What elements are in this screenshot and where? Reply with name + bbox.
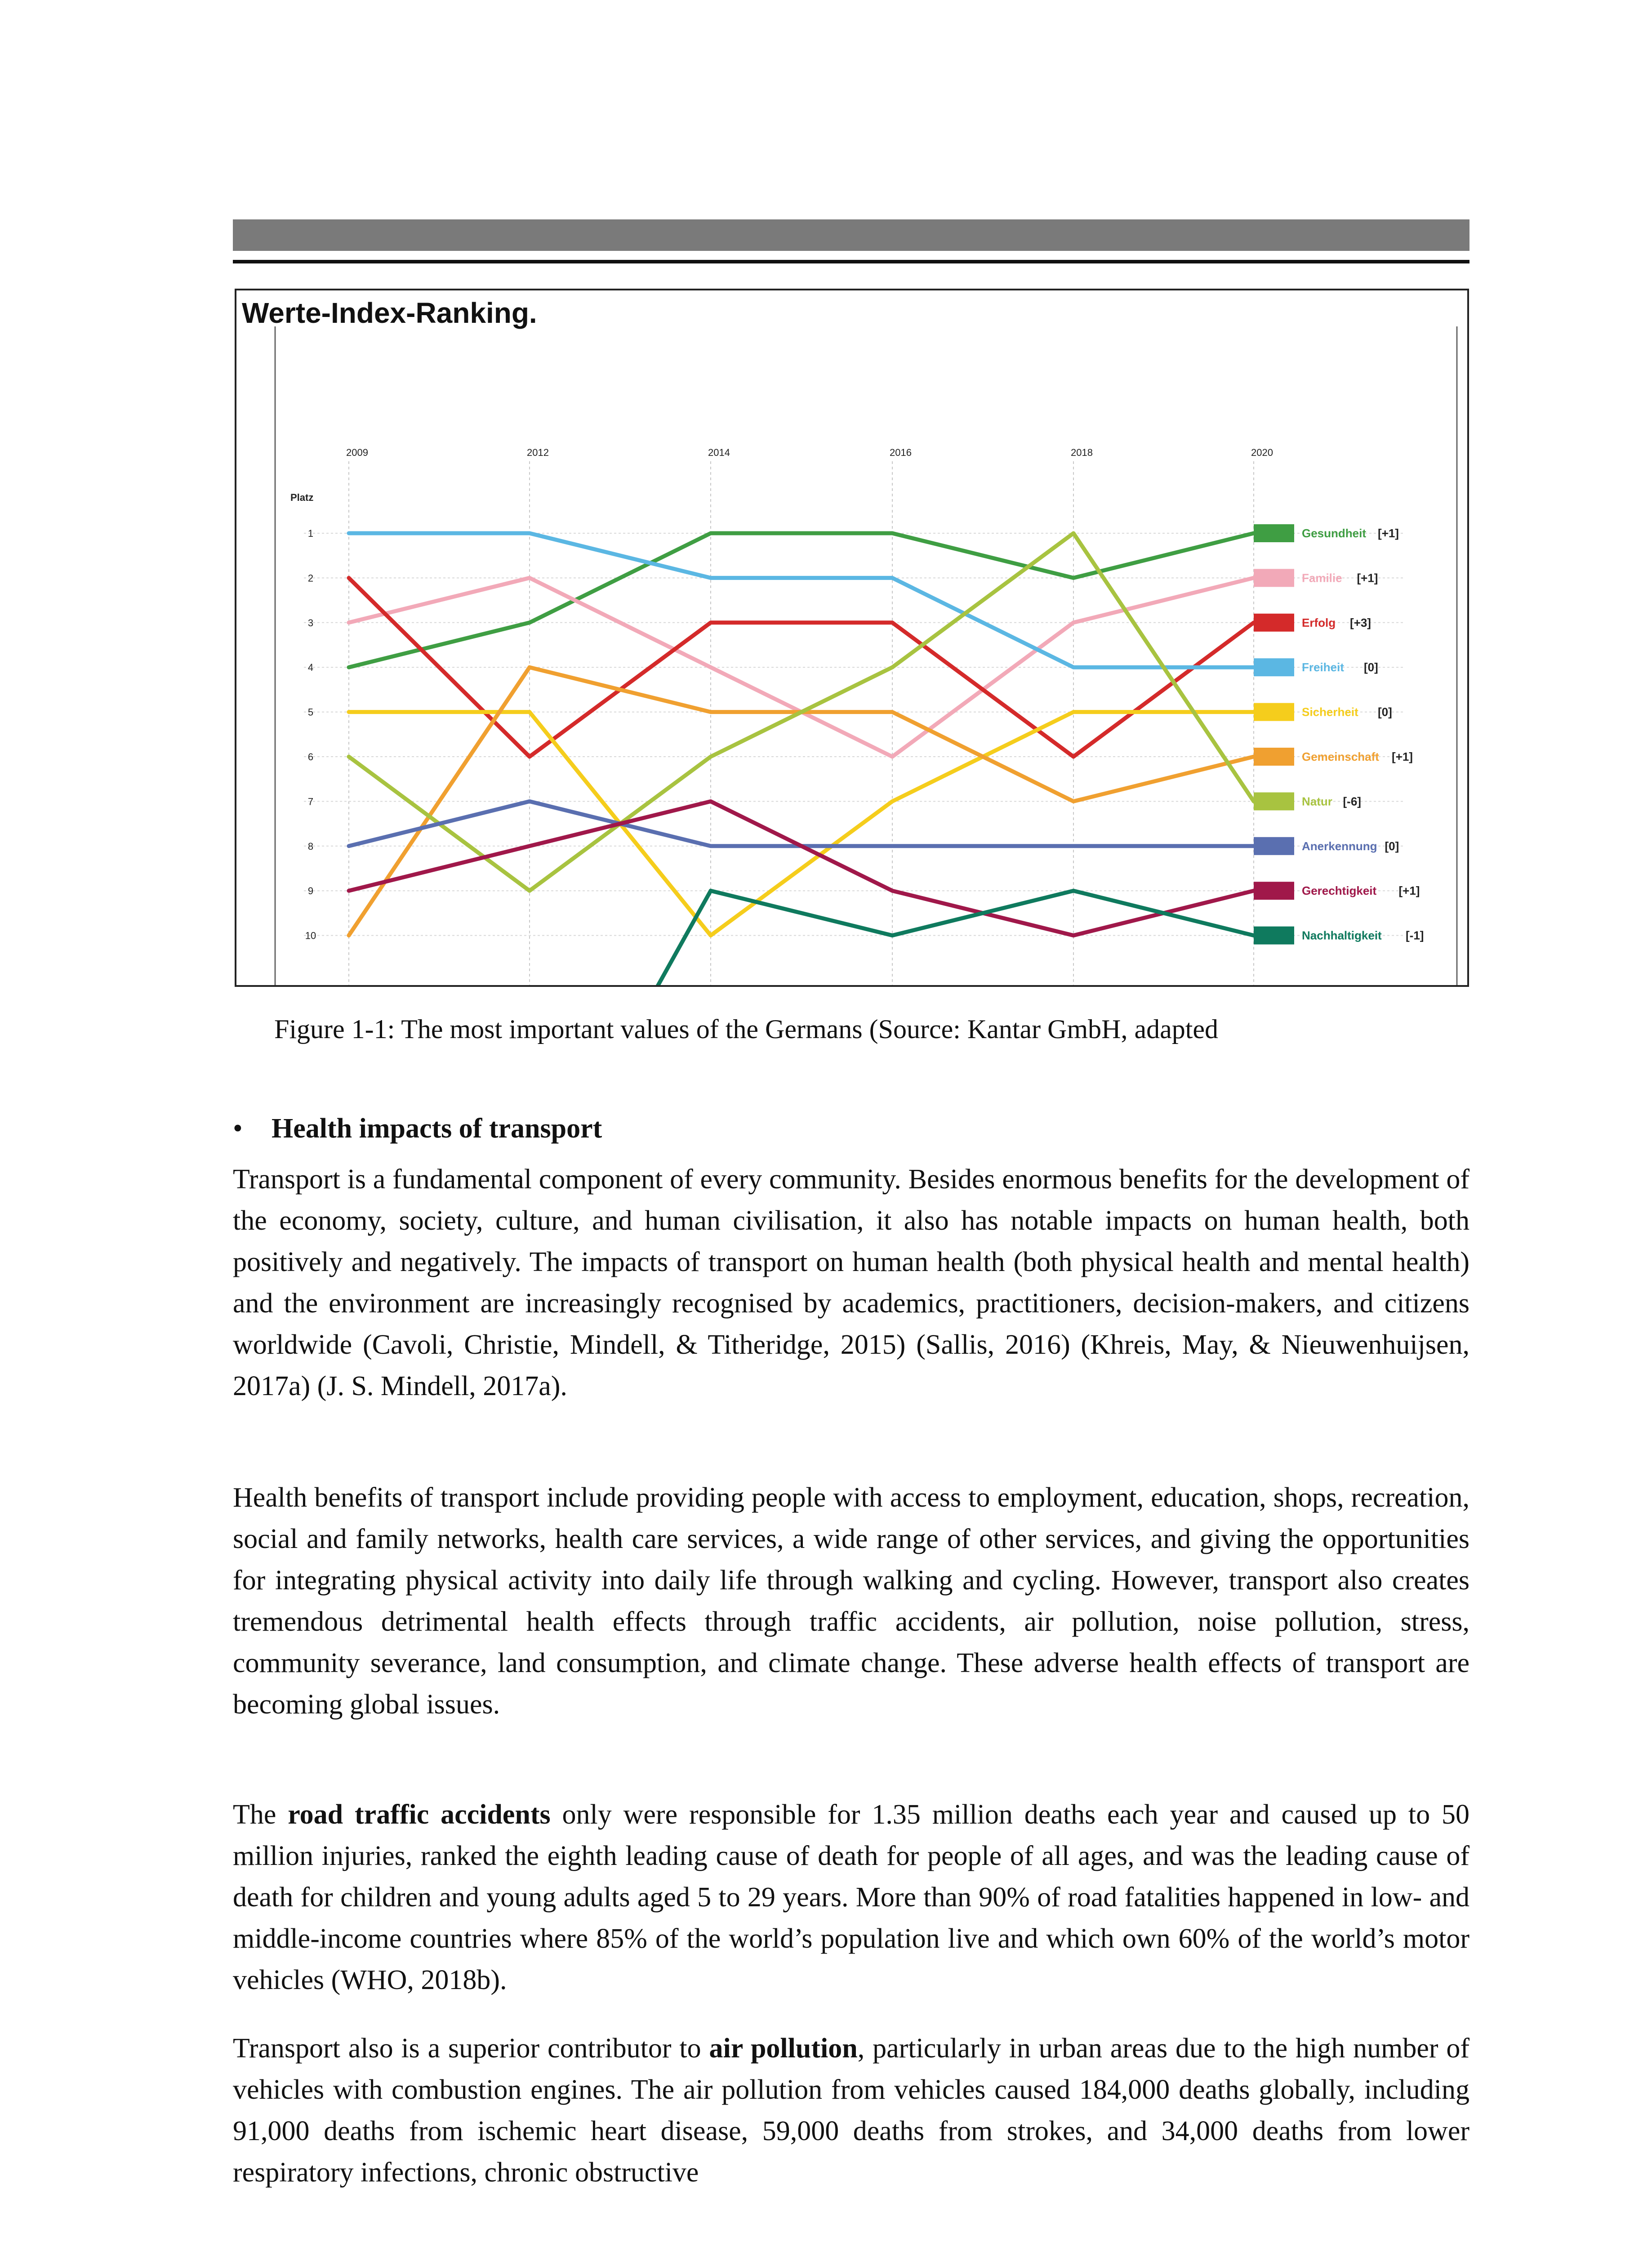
paragraph-3 — [233, 1794, 1469, 2001]
paragraph-2: Health benefits of transport include providing people with access to employment, education, shops, recreation, social and family networks, health care services, a wide range of other services, and giving the opportunities for integrating physical activity into daily life through walking and cycling. However, transport also creates tremendous detrimental health effects through traffic accidents, air pollution, noise pollution, stress, community severance, land consumption, and climate change. These adverse health effects of transport are becoming global issues. — [233, 1482, 1469, 1720]
legend-change-sicherheit: [0] — [1378, 705, 1392, 719]
legend-change-gesundheit: [+1] — [1378, 526, 1399, 540]
y-tick-label-1: 1 — [307, 528, 314, 539]
figure-caption: Figure 1-1: The most important values of the Germans (Source: Kantar GmbH, adapted — [274, 1014, 1219, 1044]
paragraph-4 — [233, 2028, 1469, 2193]
legend-marker-natur — [1254, 792, 1294, 810]
legend-label-familie: Familie — [1302, 571, 1342, 585]
y-tick-label-9: 9 — [307, 885, 314, 897]
legend-label-anerkennung: Anerkennung — [1302, 839, 1377, 853]
x-tick-label-2012: 2012 — [527, 447, 549, 458]
road-traffic-accidents-term: road traffic accidents — [288, 1799, 551, 1830]
paragraph-3-body: only were responsible for 1.35 million deaths each year and caused up to 50 million injuries, ranked the eighth leading cause of death for people of all ages, and was the leading cause of death for children and young adults aged 5 to 29 years. More than 90% of road fatalities happened in low- and middle-income countries where 85% of the world’s population live and which own 60% of the world’s motor vehicles (WHO, 2018b). — [233, 1799, 1469, 1995]
x-tick-label-2020: 2020 — [1251, 447, 1273, 458]
y-tick-label-7: 7 — [307, 796, 314, 807]
y-tick-label-6: 6 — [307, 751, 314, 763]
legend-marker-gesundheit — [1254, 524, 1294, 542]
paragraph-3-lead: The — [233, 1799, 288, 1830]
legend-change-natur: [-6] — [1343, 794, 1361, 808]
legend-change-familie: [+1] — [1357, 571, 1378, 585]
paragraph-4-lead: Transport also is a superior contributor to — [233, 2033, 709, 2064]
x-tick-label-2018: 2018 — [1071, 447, 1093, 458]
x-tick-label-2014: 2014 — [708, 447, 730, 458]
legend-label-gesundheit: Gesundheit — [1302, 526, 1367, 540]
legend-marker-erfolg — [1254, 614, 1294, 632]
air-pollution-term: air pollution — [709, 2033, 858, 2064]
legend-label-gemeinschaft: Gemeinschaft — [1302, 750, 1379, 763]
y-tick-label-3: 3 — [307, 617, 314, 629]
legend-marker-anerkennung — [1254, 837, 1294, 855]
section-heading — [233, 1113, 602, 1145]
legend-label-nachhaltigkeit: Nachhaltigkeit — [1302, 928, 1382, 942]
paragraph-1: Transport is a fundamental component of every community. Besides enormous benefits for the development of the economy, society, culture, and human civilisation, it also has notable impacts on human health, both positively and negatively. The impacts of transport on human health (both physical health and mental health) and the environment are increasingly recognised by academics, practitioners, decision-makers, and citizens worldwide (Cavoli, Christie, Mindell, & Titheridge, 2015) (Sallis, 2016) (Khreis, May, & Nieuwenhuijsen, 2017a) (J. S. Mindell, 2017a). — [233, 1164, 1469, 1401]
header-bar — [233, 219, 1469, 251]
section-heading-text: Health impacts of transport — [272, 1113, 602, 1144]
legend-marker-gemeinschaft — [1254, 748, 1294, 766]
x-tick-label-2016: 2016 — [890, 447, 912, 458]
bullet-icon: • — [233, 1113, 243, 1144]
y-tick-label-5: 5 — [307, 706, 314, 718]
series-line-anerkennung — [349, 801, 1254, 846]
legend-change-nachhaltigkeit: [-1] — [1406, 928, 1424, 942]
legend-marker-freiheit — [1254, 658, 1294, 676]
legend-label-natur: Natur — [1302, 794, 1332, 808]
legend-marker-nachhaltigkeit — [1254, 927, 1294, 945]
figure-frame — [235, 289, 1469, 987]
values-ranking-chart — [236, 290, 1467, 985]
x-tick-label-2009: 2009 — [346, 447, 368, 458]
legend-marker-familie — [1254, 569, 1294, 587]
legend-label-sicherheit: Sicherheit — [1302, 705, 1358, 719]
legend-marker-gerechtigkeit — [1254, 882, 1294, 900]
legend-change-freiheit: [0] — [1364, 660, 1378, 674]
legend-label-freiheit: Freiheit — [1302, 660, 1344, 674]
y-axis-label: Platz — [290, 492, 314, 503]
legend-marker-sicherheit — [1254, 703, 1294, 721]
y-tick-label-10: 10 — [305, 930, 316, 941]
legend-change-anerkennung: [0] — [1385, 839, 1399, 853]
paragraph-4-body: , particularly in urban areas due to the high number of vehicles with combustion engines. The air pollution from vehicles caused 184,000 deaths globally, including 91,000 deaths from ischemic heart disease, 59,000 deaths from strokes, and 34,000 deaths from lower respiratory infections, chronic obstructive — [233, 2033, 1469, 2188]
legend-label-erfolg: Erfolg — [1302, 616, 1336, 629]
y-tick-label-2: 2 — [307, 572, 314, 584]
chart-title: Werte-Index-Ranking. — [242, 297, 537, 329]
legend-change-erfolg: [+3] — [1350, 616, 1371, 629]
y-tick-label-8: 8 — [307, 840, 314, 852]
legend-change-gerechtigkeit: [+1] — [1398, 884, 1420, 898]
y-tick-label-4: 4 — [307, 662, 314, 674]
header-rule — [233, 260, 1469, 263]
legend-label-gerechtigkeit: Gerechtigkeit — [1302, 884, 1377, 898]
legend-change-gemeinschaft: [+1] — [1392, 750, 1413, 763]
